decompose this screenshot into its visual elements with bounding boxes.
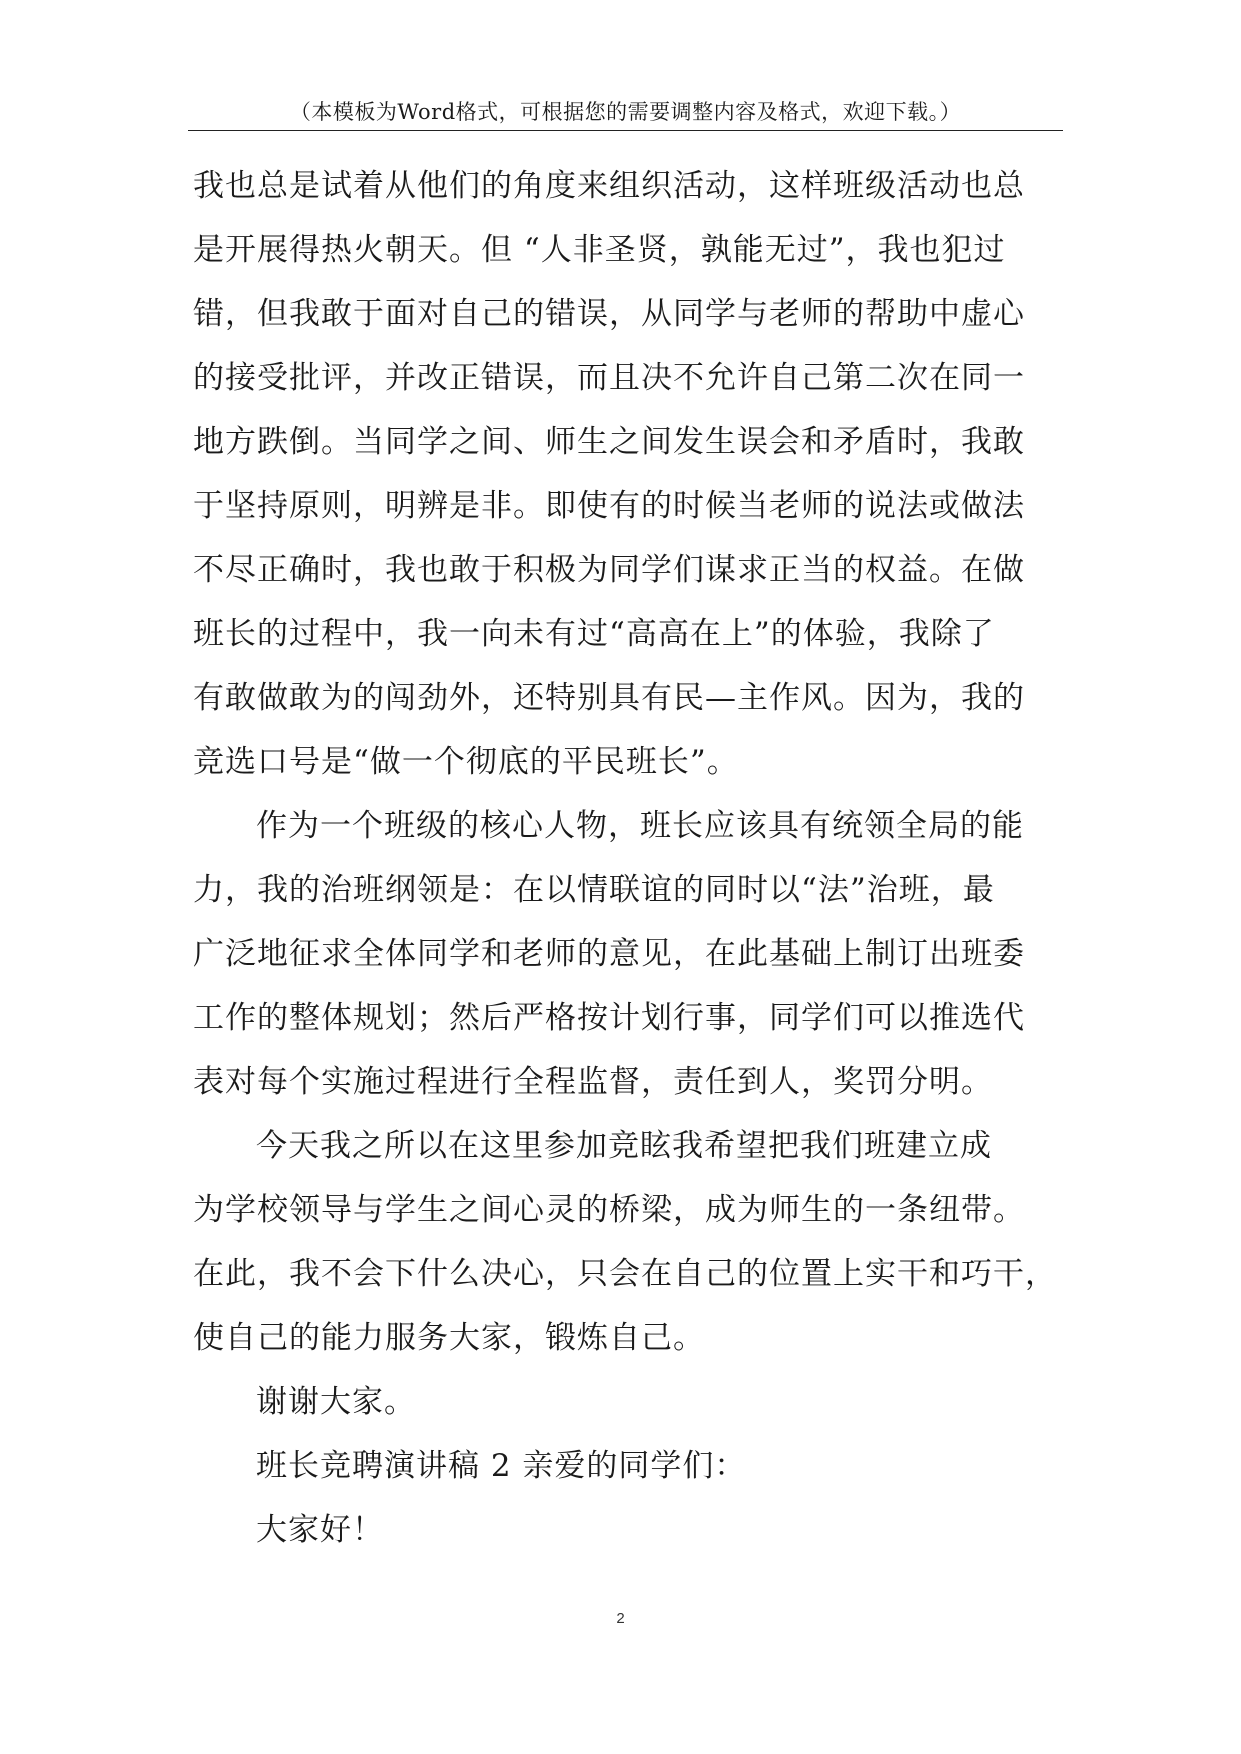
body-line: 不尽正确时，我也敢于积极为同学们谋求正当的权益。在做	[193, 552, 1025, 588]
page-number: 2	[616, 1610, 625, 1627]
body-line: 工作的整体规划；然后严格按计划行事，同学们可以推选代	[193, 1000, 1025, 1036]
body-line: 班长的过程中，我一向未有过“高高在上”的体验，我除了	[193, 616, 995, 652]
paragraph-first-line: 今天我之所以在这里参加竞眩我希望把我们班建立成	[256, 1128, 992, 1164]
body-line: 广泛地征求全体同学和老师的意见，在此基础上制订出班委	[193, 936, 1025, 972]
body-line: 是开展得热火朝天。但 “人非圣贤，孰能无过”，我也犯过	[193, 232, 1006, 268]
body-line: 在此，我不会下什么决心，只会在自己的位置上实干和巧干，	[193, 1256, 1057, 1292]
body-line: 为学校领导与学生之间心灵的桥梁，成为师生的一条纽带。	[193, 1192, 1025, 1228]
body-line: 力，我的治班纲领是：在以情联谊的同时以“法”治班，最	[193, 872, 995, 908]
document-body	[193, 160, 1073, 1568]
paragraph-first-line: 作为一个班级的核心人物，班长应该具有统领全局的能	[256, 808, 1024, 844]
speech-title-line: 班长竞聘演讲稿 2 亲爱的同学们：	[256, 1448, 747, 1484]
body-line: 有敢做敢为的闯劲外，还特别具有民—主作风。因为，我的	[193, 680, 1025, 716]
body-line: 表对每个实施过程进行全程监督，责任到人，奖罚分明。	[193, 1064, 993, 1100]
greeting-line: 大家好！	[256, 1512, 384, 1548]
body-line: 于坚持原则，明辨是非。即使有的时候当老师的说法或做法	[193, 488, 1025, 524]
template-note-header: （本模板为Word格式，可根据您的需要调整内容及格式，欢迎下载。）	[289, 100, 962, 124]
thanks-line: 谢谢大家。	[256, 1384, 416, 1420]
body-line: 地方跌倒。当同学之间、师生之间发生误会和矛盾时，我敢	[193, 424, 1025, 460]
body-line: 错，但我敢于面对自己的错误，从同学与老师的帮助中虚心	[193, 296, 1025, 332]
body-line: 我也总是试着从他们的角度来组织活动，这样班级活动也总	[193, 168, 1025, 204]
body-line: 的接受批评，并改正错误，而且决不允许自己第二次在同一	[193, 360, 1025, 396]
header-divider	[188, 130, 1063, 131]
body-line: 竞选口号是“做一个彻底的平民班长”。	[193, 744, 739, 780]
body-line: 使自己的能力服务大家，锻炼自己。	[193, 1320, 705, 1356]
